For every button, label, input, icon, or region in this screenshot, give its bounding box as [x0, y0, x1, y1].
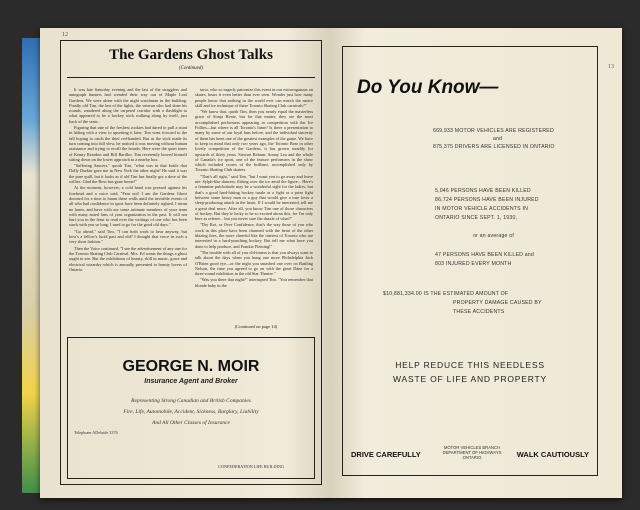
- stat-line: 5,046 PERSONS HAVE BEEN KILLED: [435, 188, 531, 194]
- paragraph: tario, who so eagerly patronize this event in our extravaganzas on skates, bears it even better than ever seen. Wonder just how many people know that nothing in the world ever can match the native skill and ice technique of these Toronto Skating Club carnivals?": [195, 87, 313, 108]
- paragraph: "The trouble with all of you old-timers is that you always want to talk about the days when you hung one more Philadelphia Jack O'Brien good eye—or the night you smashed one over on Battling Nelson, the time you agreed to go on with the great Dane for a three-round exhibition in the old Star Theatre.": [195, 249, 313, 277]
- footer-dept-line: ONTARIO: [462, 455, 482, 460]
- paragraph: "We know that, quoth Tim, then you nearly equal the masterless grace of Sonja Henie, but for that matter, they are the most accomplished performers appearing in competition with the Ice Follies—but where is all Toronto's fame? Is there a presentation to many by some of our loyal fans before, and the individual sincerity of them has been one of the greatest examples of the game. We have to keep in mind that only two years ago, the Toronto Bear in other lovely competition of the Gardens, it has grown steadily for upwards of thirty years. Stewart Reburn, Sonny Lea and the whole of Canada's ice sport, one of the feature performers in the show which included scores of the brilliant, accomplished only by Toronto Skating Club skaters.: [195, 109, 313, 173]
- paragraph: "Suffering Saucers," quoth Tim, "what was in that bottle that Dolly Durkin gave me in New York the other night? He said it was the pure quill, but it looks as if old Tim has finally got a dose of the willies. Glad the Boss has gone home!": [69, 163, 187, 185]
- stat-line: 47 PERSONS HAVE BEEN KILLED and: [435, 252, 534, 258]
- stat-line: or an average of: [473, 233, 514, 239]
- stat-line: and: [493, 136, 503, 142]
- paragraph: Figuring that one of the freshest rookies had dared to pull a stunt in hiding with a view to upsetting it later, Tim went forward to the fall hoping to catch the thief red-handed. But as the stick made its turn coming into full view, he noticed it was moving without human assistance and trying to recall the boards. Here were the quiet tones of Kenny Reardon and Bill Barilko; Tim reverently bowed himself sitting down on the lower approach to a nearby box.: [69, 125, 187, 162]
- footer-drive-carefully: DRIVE CAREFULLY: [351, 450, 421, 459]
- article-column-1: [69, 87, 187, 317]
- paragraph: Then the Voice continued, "I see the advertisement of any one for the Toronto Skating Club Carnival. Mrs. Ed wants the things a ghost ought to see. But the exhibitions of beauty, skill in music, grace and electrical wizardry which is annually presented to beauty lovers of Ontario.: [69, 245, 187, 272]
- stat-line: IN MOTOR VEHICLE ACCIDENTS IN: [435, 206, 529, 212]
- paragraph: "Was you there that night?" interrupted Tim. "You remember that blonde baby in the: [195, 277, 313, 288]
- paragraph: "Dry Rot, or Over Confidence, that's the way those of you who work in this place have been charmed with the heart of the other blazing fires, the more cheerful like the interest of Toronto who are interested in a hard-punching hockey. But tell me what have you done to help produce, and Frankie Fleming!": [195, 222, 313, 249]
- paragraph: At the moment, however, a cold hand was pressed against his forehead and a voice said, "Fear not! I am the Gardens Ghost doomed for a time to haunt these walls until the invisible events of all who had confidence in sport have been definitely righted. I mean no harm, and have with me some intimate members of your team with many noted fans of your organization in the past. It will not hurt you in the least to read over the writings of one who has been stuck with you so long. I used to go for the good old days.": [69, 185, 187, 228]
- article-frame: [60, 40, 322, 485]
- left-page-number: 12: [62, 32, 68, 38]
- magazine-spread: [40, 28, 622, 498]
- stat-line: $10,881,334.00 IS THE ESTIMATED AMOUNT OF: [383, 291, 509, 297]
- ad-line-1: Representing Strong Canadian and British Companies: [131, 398, 251, 404]
- stat-line: 669,933 MOTOR VEHICLES ARE REGISTERED: [433, 128, 554, 134]
- paragraph: "That's all right," said Tim, "but I want you to go away and leave me. Sylph-like dancers, flitting over the ice amid the figure... Here's a feminine pulchritude may be a wonderful sight for the ladies, but that's a good hard-hitting hockey tussle or a fight or a prize fight between some heavy man or a guy that would give a true lover a sleep-producing attack in the heart. If I would be interested, tell me a great deal more. After all, you know Tim one of those characters of hockey. But they're lucky to be so excited about this, for I'm only here as referee... but you never sure the dazzle of what?": [195, 173, 313, 222]
- article-subtitle: (Continued): [178, 66, 204, 71]
- ad-phone: Telephone ADelaide 3376: [74, 430, 118, 435]
- ad-line-2: Fire, Life, Automobile, Accident, Sickness, Burglary, Liability: [123, 409, 259, 415]
- article-column-2: [195, 87, 313, 317]
- footer-walk-cautiously: WALK CAUTIOUSLY: [516, 450, 589, 459]
- ad-name: GEORGE N. MOIR: [122, 358, 260, 375]
- stat-line: THESE ACCIDENTS: [453, 309, 505, 315]
- left-page: [40, 28, 330, 498]
- stat-line: 803 INJURED EVERY MONTH: [435, 261, 512, 267]
- continued-note: (Continued on page 14): [234, 324, 278, 329]
- insurance-ad: [67, 337, 315, 479]
- title-rule: [67, 77, 315, 78]
- ad-role: Insurance Agent and Broker: [144, 378, 238, 385]
- call-to-action-2: WASTE OF LIFE AND PROPERTY: [393, 374, 547, 384]
- article-title: The Gardens Ghost Talks: [109, 47, 273, 63]
- stat-line: 86,724 PERSONS HAVE BEEN INJURED: [435, 197, 539, 203]
- safety-notice-frame: [342, 46, 598, 476]
- ad-building: CONFEDERATION LIFE BUILDING: [218, 464, 284, 469]
- call-to-action-1: HELP REDUCE THIS NEEDLESS: [395, 360, 545, 370]
- right-page-number: 13: [608, 64, 614, 70]
- footer-department: [435, 445, 509, 460]
- stat-line: ONTARIO SINCE SEPT. 1, 1930,: [435, 215, 518, 221]
- ad-line-3: And All Other Classes of Insurance: [152, 420, 230, 426]
- footer-dept-line: MOTOR VEHICLES BRANCH: [443, 445, 501, 450]
- stat-line: PROPERTY DAMAGE CAUSED BY: [453, 300, 542, 306]
- notice-heading: Do You Know—: [357, 77, 499, 98]
- paragraph: "Go ahead," said Tim, "I can both work to hear anyway, but how's a fellow's lucid past and old? I thought that voice in such a very short fashion.": [69, 228, 187, 245]
- footer-dept-line: DEPARTMENT OF HIGHWAYS: [442, 450, 502, 455]
- paragraph: It was late Saturday evening and the last of the stragglers and autograph hunters had wended their way out of Maple Leaf Gardens. We were alone with the night watchman in the building. Finally old Tim, the last of the lights, the veteran who had done his rounds, wandered along the carpeted corridor with a flashlight to what appeared to be a hockey stick walking along by itself, just back of the seats.: [69, 87, 187, 124]
- stat-line: 875,375 DRIVERS ARE LICENSED IN ONTARIO: [433, 144, 555, 150]
